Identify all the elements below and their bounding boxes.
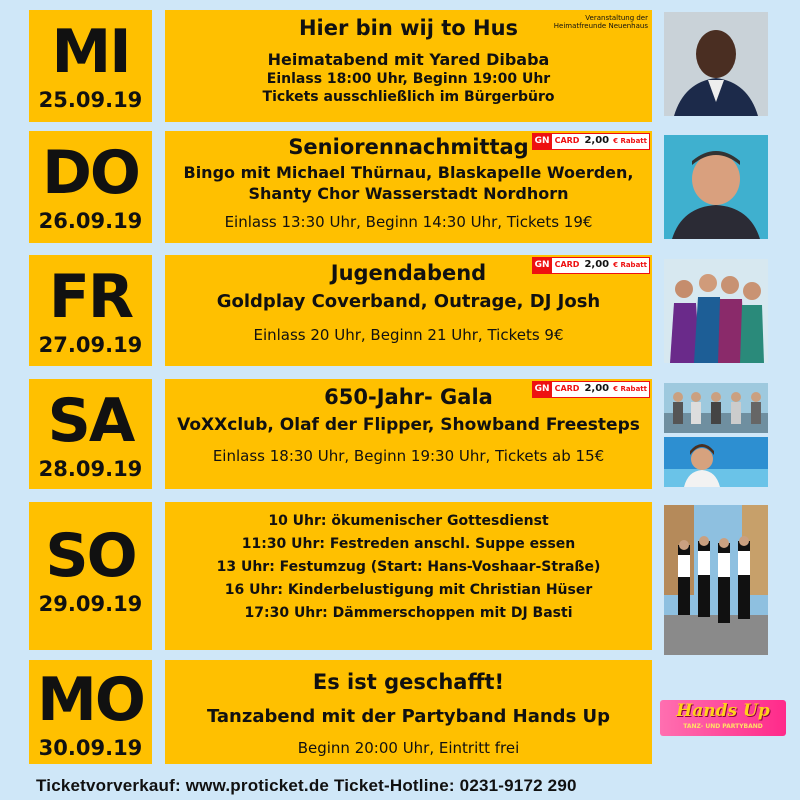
schedule-item: 10 Uhr: ökumenischer Gottesdienst xyxy=(268,513,549,529)
photo-jugendabend-band xyxy=(664,259,768,363)
photo-michael-thuernau xyxy=(664,135,768,239)
day-abbr: FR xyxy=(48,262,133,332)
event-line: Einlass 18:00 Uhr, Beginn 19:00 Uhr xyxy=(266,71,551,87)
event-line: Tickets ausschließlich im Bürgerbüro xyxy=(262,89,555,105)
day-box-do xyxy=(29,131,152,243)
event-box-mi xyxy=(165,10,652,122)
hands-up-logo xyxy=(660,700,786,736)
day-abbr: SO xyxy=(45,521,136,591)
portrait-image xyxy=(664,437,768,487)
gn-card-badge xyxy=(532,381,650,398)
day-date: 29.09.19 xyxy=(38,592,143,616)
day-abbr: MI xyxy=(51,17,130,87)
day-date: 30.09.19 xyxy=(38,736,143,760)
hands-up-logo-sub: TANZ- UND PARTYBAND xyxy=(683,723,763,730)
gn-suffix: € Rabatt xyxy=(613,261,647,269)
day-box-sa xyxy=(29,379,152,489)
gn-amount: 2,00 xyxy=(584,135,610,146)
day-date: 27.09.19 xyxy=(38,333,143,357)
gn-card-badge xyxy=(532,133,650,150)
gn-card-label: CARD xyxy=(554,136,580,145)
day-box-fr xyxy=(29,255,152,366)
portrait-image xyxy=(664,12,768,116)
photo-yared-dibaba xyxy=(664,12,768,116)
day-abbr: SA xyxy=(47,386,134,456)
event-title: Jugendabend xyxy=(330,261,487,285)
gn-brand: GN xyxy=(533,258,552,273)
note-line: Veranstaltung der xyxy=(585,14,648,22)
event-line: Goldplay Coverband, Outrage, DJ Josh xyxy=(216,291,601,312)
event-box-so xyxy=(165,502,652,650)
event-box-sa xyxy=(165,379,652,489)
day-abbr: DO xyxy=(42,138,139,208)
event-title: Es ist geschafft! xyxy=(312,670,505,694)
day-abbr: MO xyxy=(37,665,144,735)
photo-voxxclub xyxy=(664,383,768,433)
gn-card-badge xyxy=(532,257,650,274)
day-box-mo xyxy=(29,660,152,764)
event-title: Seniorennachmittag xyxy=(288,135,529,159)
gn-brand: GN xyxy=(533,382,552,397)
gn-brand: GN xyxy=(533,134,552,149)
gn-card-label: CARD xyxy=(554,260,580,269)
group-image xyxy=(664,383,768,433)
ticket-footer: Ticketvorverkauf: www.proticket.de Ticket-Hotline: 0231-9172 290 xyxy=(36,776,577,795)
gn-card-label: CARD xyxy=(554,384,580,393)
photo-festumzug xyxy=(664,505,768,655)
event-line: Einlass 20 Uhr, Beginn 21 Uhr, Tickets 9€ xyxy=(253,326,564,344)
gn-suffix: € Rabatt xyxy=(613,385,647,393)
note-line: Heimatfreunde Neuenhaus xyxy=(553,22,648,30)
event-title: 650-Jahr- Gala xyxy=(324,385,493,409)
schedule-item: 11:30 Uhr: Festreden anschl. Suppe essen xyxy=(241,536,576,552)
event-box-do xyxy=(165,131,652,243)
photo-olaf-der-flipper xyxy=(664,437,768,487)
band-image xyxy=(664,259,768,363)
gn-amount: 2,00 xyxy=(584,259,610,270)
parade-image xyxy=(664,505,768,655)
day-date: 28.09.19 xyxy=(38,457,143,481)
event-line: Heimatabend mit Yared Dibaba xyxy=(267,50,550,69)
day-date: 25.09.19 xyxy=(38,88,143,112)
event-line: Einlass 18:30 Uhr, Beginn 19:30 Uhr, Tickets ab 15€ xyxy=(212,447,605,465)
day-box-mi xyxy=(29,10,152,122)
event-box-fr xyxy=(165,255,652,366)
portrait-image xyxy=(664,135,768,239)
day-date: 26.09.19 xyxy=(38,209,143,233)
event-line: Tanzabend mit der Partyband Hands Up xyxy=(206,706,611,727)
schedule-item: 16 Uhr: Kinderbelustigung mit Christian Hüser xyxy=(224,582,593,598)
event-line: Beginn 20:00 Uhr, Eintritt frei xyxy=(297,739,520,757)
gn-suffix: € Rabatt xyxy=(613,137,647,145)
schedule-item: 13 Uhr: Festumzug (Start: Hans-Voshaar-Straße) xyxy=(216,559,601,575)
event-line: VoXXclub, Olaf der Flipper, Showband Freesteps xyxy=(177,415,640,435)
day-box-so xyxy=(29,502,152,650)
event-box-mo xyxy=(165,660,652,764)
organizer-note xyxy=(554,14,648,30)
hands-up-logo-text: Hands Up xyxy=(676,701,770,721)
event-line: Shanty Chor Wasserstadt Nordhorn xyxy=(248,184,569,203)
event-line: Einlass 13:30 Uhr, Beginn 14:30 Uhr, Tickets 19€ xyxy=(224,213,593,231)
gn-amount: 2,00 xyxy=(584,383,610,394)
schedule-item: 17:30 Uhr: Dämmerschoppen mit DJ Basti xyxy=(244,605,573,621)
event-line: Bingo mit Michael Thürnau, Blaskapelle Woerden, xyxy=(183,163,634,182)
event-title: Hier bin wij to Hus xyxy=(298,16,519,40)
